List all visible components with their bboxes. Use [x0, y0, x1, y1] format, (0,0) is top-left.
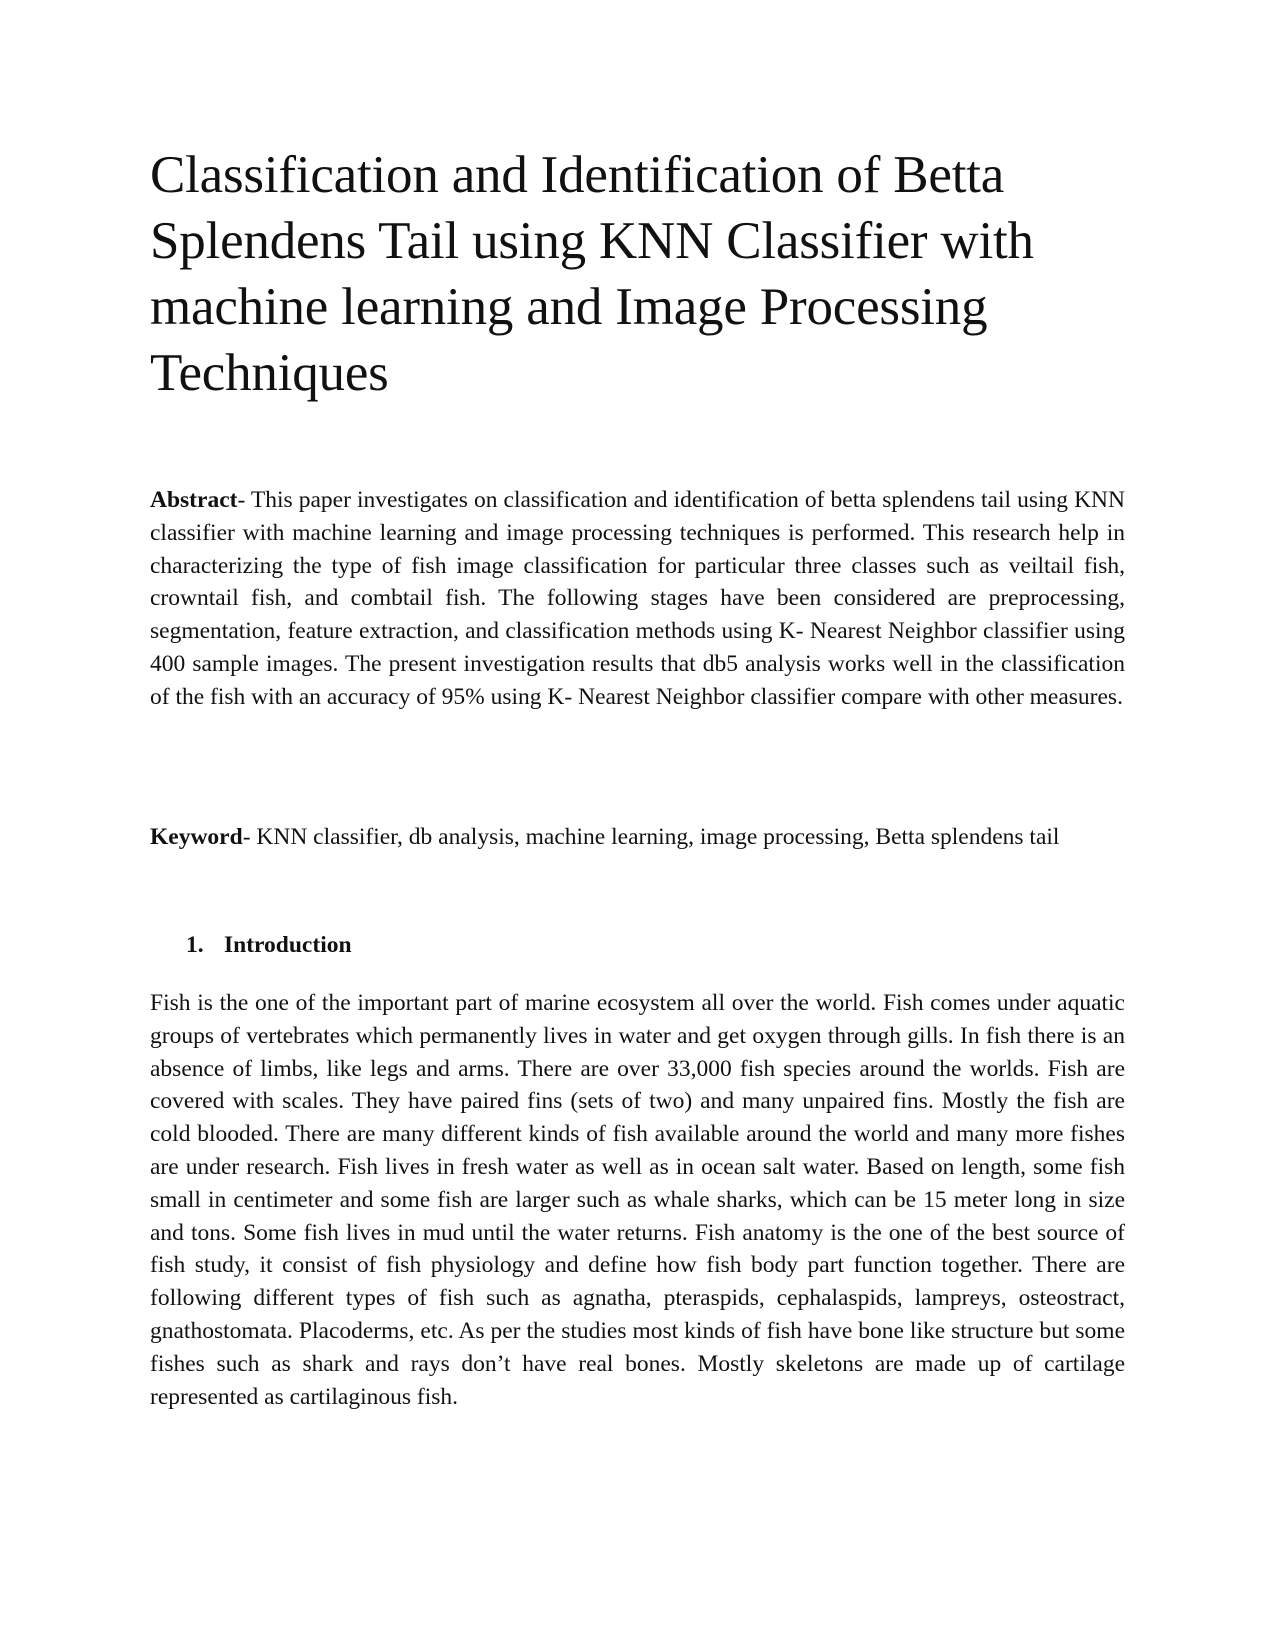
keyword-paragraph: [150, 821, 1125, 854]
section-number: 1.: [186, 932, 204, 958]
keyword-label: Keyword: [150, 824, 243, 850]
abstract-paragraph: [150, 484, 1125, 714]
abstract-text: - This paper investigates on classification and identification of betta splendens tail using KNN classifier with machine learning and image processing techniques is performed. This research help in characterizing the type of fish image classification for particular three classes such as veiltail fish, crowntail fish, and combtail fish. The following stages have been considered are preprocessing, segmentation, feature extraction, and classification methods using K- Nearest Neighbor classifier using 400 sample images. The present investigation results that db5 analysis works well in the classification of the fish with an accuracy of 95% using K- Nearest Neighbor classifier compare with other measures.: [150, 487, 1125, 710]
keyword-text: - KNN classifier, db analysis, machine learning, image processing, Betta splendens tail: [242, 824, 1060, 850]
paper-title: Classification and Identification of Betta Splendens Tail using KNN Classifier with machine learning and Image Processing Techniques: [150, 146, 1034, 402]
abstract-label: Abstract: [150, 487, 238, 513]
introduction-paragraph: Fish is the one of the important part of marine ecosystem all over the world. Fish comes under aquatic groups of vertebrates which permanently lives in water and get oxygen through gills. In fish there is an absence of limbs, like legs and arms. There are over 33,000 fish species around the worlds. Fish are covered with scales. They have paired fins (sets of two) and many unpaired fins. Mostly the fish are cold blooded. There are many different kinds of fish available around the world and many more fishes are under research. Fish lives in fresh water as well as in ocean salt water. Based on length, some fish small in centimeter and some fish are larger such as whale sharks, which can be 15 meter long in size and tons. Some fish lives in mud until the water returns. Fish anatomy is the one of the best source of fish study, it consist of fish physiology and define how fish body part function together. There are following different types of fish such as agnatha, pteraspids, cephalaspids, lampreys, osteostract, gnathostomata. Placoderms, etc. As per the studies most kinds of fish have bone like structure but some fishes such as shark and rays don’t have real bones. Mostly skeletons are made up of cartilage represented as cartilaginous fish.: [150, 990, 1125, 1410]
section-heading-introduction: [186, 929, 352, 961]
section-title: Introduction: [224, 932, 352, 958]
